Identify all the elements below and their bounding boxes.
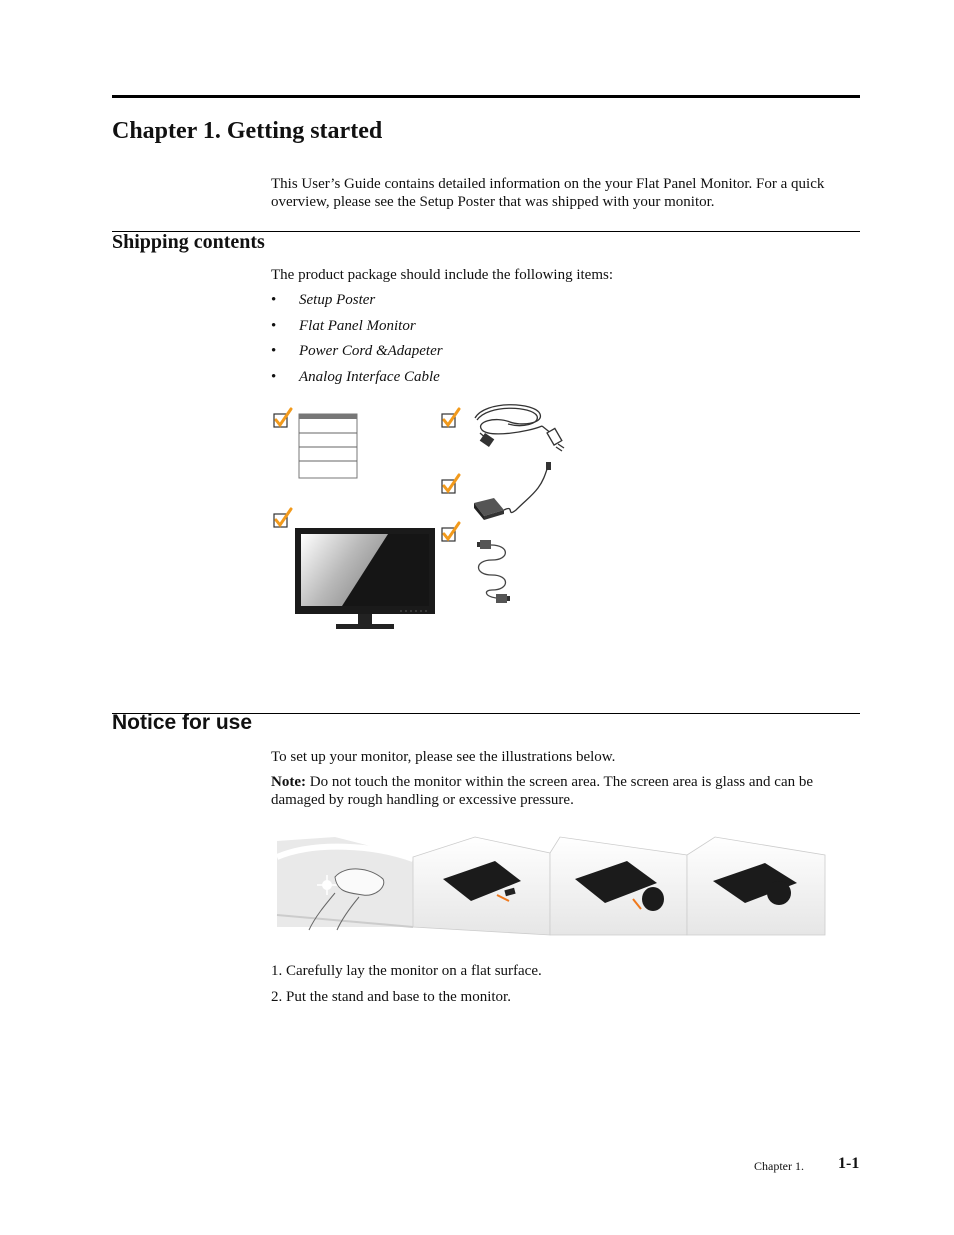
- shipping-lead: The product package should include the following items:: [271, 267, 613, 283]
- shipping-contents-illustration: [270, 400, 590, 635]
- step-attach-stand-panel: [550, 837, 687, 935]
- bullet: •: [271, 317, 277, 334]
- shipping-items-list: [271, 292, 443, 394]
- item-flat-panel-monitor: Flat Panel Monitor: [299, 317, 416, 334]
- list-item: [271, 343, 443, 369]
- note-paragraph: [271, 773, 861, 809]
- item-analog-interface-cable: Analog Interface Cable: [299, 368, 440, 385]
- step-wipe-panel: [277, 837, 413, 930]
- check-icon: [442, 409, 459, 427]
- intro-paragraph: This User’s Guide contains detailed information on the your Flat Panel Monitor. For a quick overview, please see the Setup Poster that was shipped with your monitor.: [271, 176, 825, 210]
- item-setup-poster: Setup Poster: [299, 292, 376, 308]
- list-item: [271, 369, 443, 395]
- check-icon: [274, 409, 291, 427]
- footer-chapter-label: Chapter 1.: [754, 1159, 804, 1173]
- check-icon: [274, 509, 291, 527]
- step-1: 1. Carefully lay the monitor on a flat surface.: [271, 963, 542, 979]
- step-lay-monitor-panel: [413, 837, 550, 935]
- power-adapter-icon: [474, 462, 551, 520]
- chapter-top-rule: [112, 95, 860, 98]
- power-cord-icon: [475, 405, 564, 451]
- bullet: •: [271, 368, 277, 385]
- analog-cable-icon: [477, 540, 510, 603]
- note-label: Note:: [271, 774, 306, 790]
- bullet: •: [271, 292, 277, 308]
- note-text: Do not touch the monitor within the screen area. The screen area is glass and can be damaged by rough handling or excessive pressure.: [271, 774, 814, 808]
- notice-lead: To set up your monitor, please see the illustrations below.: [271, 749, 616, 765]
- notice-for-use-heading: Notice for use: [112, 711, 253, 734]
- footer-page-number: 1-1: [838, 1155, 860, 1172]
- list-item: [271, 292, 443, 318]
- step-assembled-panel: [687, 837, 825, 935]
- check-icon: [442, 523, 459, 541]
- chapter-title: Chapter 1. Getting started: [112, 118, 383, 144]
- shipping-contents-heading: Shipping contents: [112, 231, 265, 253]
- list-item: [271, 318, 443, 344]
- flat-panel-monitor-icon: [295, 528, 435, 629]
- check-icon: [442, 475, 459, 493]
- step-2: 2. Put the stand and base to the monitor.: [271, 989, 511, 1005]
- bullet: •: [271, 343, 277, 360]
- setup-steps-illustration: [275, 835, 827, 940]
- setup-poster-icon: [299, 414, 357, 478]
- item-power-cord-adapter: Power Cord &Adapeter: [299, 343, 443, 360]
